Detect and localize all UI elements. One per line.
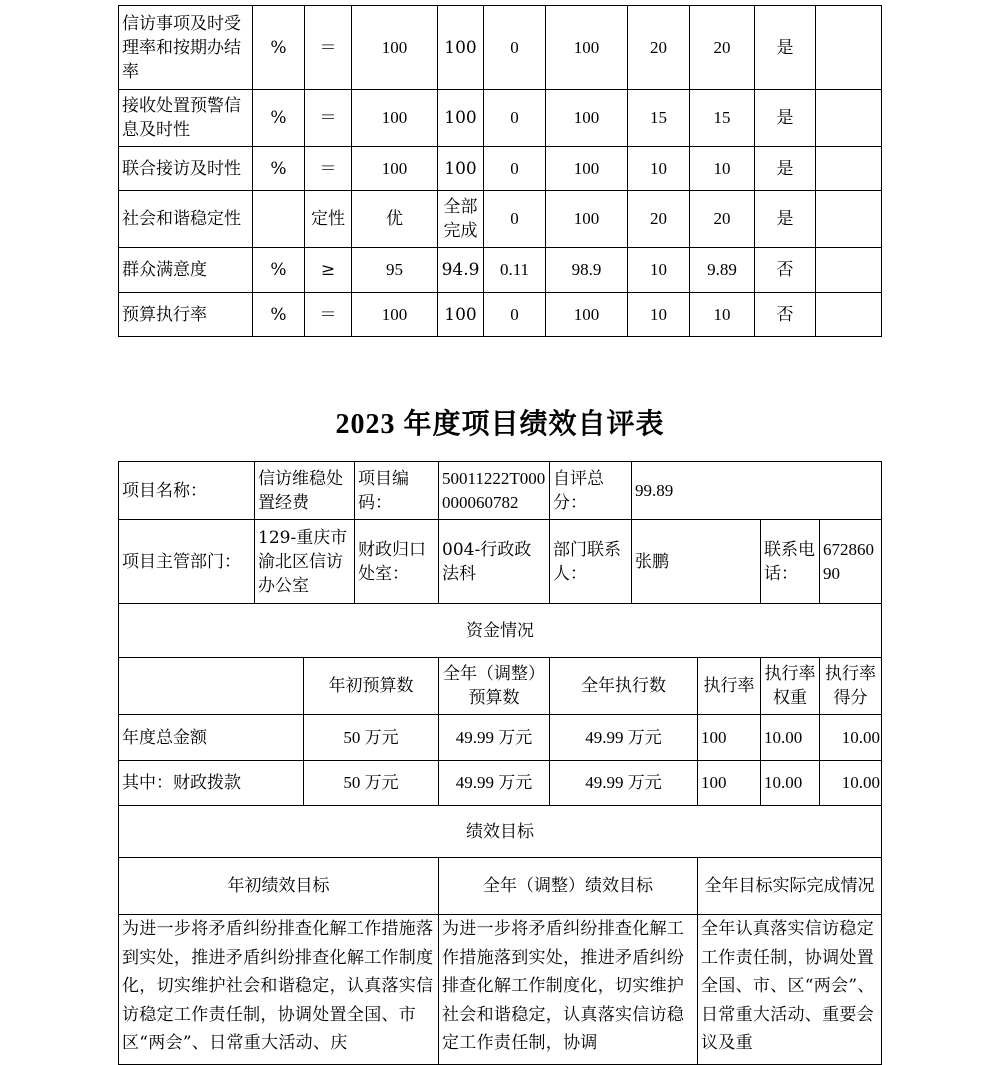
indicator-unit (253, 191, 305, 248)
indicator-weight: 10 (628, 293, 690, 337)
funds-row-weight: 10.00 (761, 761, 820, 806)
funds-section-row (119, 604, 882, 658)
funds-header-weight: 执行率权重 (761, 658, 820, 715)
indicator-target: 100 (352, 293, 438, 337)
indicator-operator: ＝ (305, 90, 352, 147)
indicator-unit: % (253, 248, 305, 293)
indicator-unit: % (253, 6, 305, 90)
funds-section-title: 资金情况 (119, 604, 882, 658)
indicator-actual: 100 (438, 90, 484, 147)
phone-value: 67286090 (820, 520, 882, 604)
indicator-name: 联合接访及时性 (119, 147, 253, 191)
self-score-label: 自评总分： (550, 462, 632, 520)
indicator-achieved: 是 (755, 6, 816, 90)
indicator-rate: 100 (546, 191, 628, 248)
funds-header-executed: 全年执行数 (550, 658, 698, 715)
funds-row-rate: 100 (698, 715, 761, 761)
project-info-row-2 (119, 520, 882, 604)
dept-label: 项目主管部门： (119, 520, 255, 604)
indicator-remark (816, 248, 882, 293)
indicator-rate: 98.9 (546, 248, 628, 293)
goals-adjusted-text: 为进一步将矛盾纠纷排查化解工作措施落到实处，推进矛盾纠纷排查化解工作制度化，切实维护社会和谐稳定，认真落实信访稳定工作责任制，协调 (439, 915, 698, 1065)
indicator-row (119, 90, 882, 147)
indicator-rate: 100 (546, 147, 628, 191)
indicator-weight: 20 (628, 191, 690, 248)
goals-initial-text: 为进一步将矛盾纠纷排查化解工作措施落到实处，推进矛盾纠纷排查化解工作制度化，切实维护社会和谐稳定，认真落实信访稳定工作责任制，协调处置全国、市区“两会”、日常重大活动、庆 (119, 915, 439, 1065)
indicator-deviation: 0 (484, 147, 546, 191)
funds-row-executed: 49.99 万元 (550, 715, 698, 761)
indicator-operator: ＝ (305, 293, 352, 337)
indicator-remark (816, 90, 882, 147)
funds-row-rate: 100 (698, 761, 761, 806)
funds-row (119, 715, 882, 761)
funds-row-weight: 10.00 (761, 715, 820, 761)
goals-text-row (119, 915, 882, 1065)
contact-label: 部门联系人： (550, 520, 632, 604)
funds-row-adjusted: 49.99 万元 (439, 715, 550, 761)
indicator-rate: 100 (546, 293, 628, 337)
indicator-weight: 20 (628, 6, 690, 90)
indicator-target: 优 (352, 191, 438, 248)
funds-row-label: 其中：财政拨款 (119, 761, 304, 806)
indicator-score: 20 (690, 6, 755, 90)
goals-header-row (119, 858, 882, 915)
indicator-score: 10 (690, 147, 755, 191)
dept-value: 129-重庆市渝北区信访办公室 (255, 520, 355, 604)
self-score-value: 99.89 (632, 462, 882, 520)
funds-row-initial: 50 万元 (304, 761, 439, 806)
project-name-label: 项目名称： (119, 462, 255, 520)
indicator-name: 信访事项及时受理率和按期办结率 (119, 6, 253, 90)
indicator-name: 群众满意度 (119, 248, 253, 293)
goals-section-row (119, 806, 882, 858)
indicator-remark (816, 191, 882, 248)
finance-label: 财政归口处室： (355, 520, 439, 604)
indicator-weight: 15 (628, 90, 690, 147)
indicator-unit: % (253, 293, 305, 337)
indicator-actual: 100 (438, 6, 484, 90)
self-evaluation-table (118, 461, 882, 1065)
funds-row-executed: 49.99 万元 (550, 761, 698, 806)
page-title: 2023 年度项目绩效自评表 (335, 409, 665, 440)
goals-header-actual: 全年目标实际完成情况 (698, 858, 882, 915)
indicator-operator: ≥ (305, 248, 352, 293)
indicator-achieved: 否 (755, 248, 816, 293)
funds-row-adjusted: 49.99 万元 (439, 761, 550, 806)
indicator-table (118, 5, 882, 337)
indicator-rate: 100 (546, 90, 628, 147)
funds-header-score: 执行率得分 (820, 658, 882, 715)
indicator-deviation: 0 (484, 191, 546, 248)
indicator-row (119, 147, 882, 191)
indicator-deviation: 0 (484, 6, 546, 90)
indicator-actual: 100 (438, 293, 484, 337)
indicator-deviation: 0 (484, 293, 546, 337)
finance-value: 004-行政政法科 (439, 520, 550, 604)
indicator-deviation: 0 (484, 90, 546, 147)
project-code-label: 项目编码： (355, 462, 439, 520)
goals-header-adjusted: 全年（调整）绩效目标 (439, 858, 698, 915)
indicator-name: 预算执行率 (119, 293, 253, 337)
indicator-deviation: 0.11 (484, 248, 546, 293)
indicator-achieved: 是 (755, 191, 816, 248)
indicator-operator: ＝ (305, 6, 352, 90)
indicator-target: 100 (352, 90, 438, 147)
indicator-actual: 全部完成 (438, 191, 484, 248)
funds-header-initial: 年初预算数 (304, 658, 439, 715)
indicator-achieved: 否 (755, 293, 816, 337)
funds-header-adjusted: 全年（调整）预算数 (439, 658, 550, 715)
indicator-score: 20 (690, 191, 755, 248)
indicator-target: 95 (352, 248, 438, 293)
phone-label: 联系电话： (761, 520, 820, 604)
indicator-actual: 100 (438, 147, 484, 191)
indicator-target: 100 (352, 147, 438, 191)
funds-row-label: 年度总金额 (119, 715, 304, 761)
indicator-weight: 10 (628, 147, 690, 191)
indicator-row (119, 191, 882, 248)
indicator-actual: 94.9 (438, 248, 484, 293)
indicator-operator: ＝ (305, 147, 352, 191)
indicator-score: 10 (690, 293, 755, 337)
indicator-score: 9.89 (690, 248, 755, 293)
project-name-value: 信访维稳处置经费 (255, 462, 355, 520)
funds-row-score: 10.00 (820, 715, 882, 761)
funds-row-score: 10.00 (820, 761, 882, 806)
indicator-name: 接收处置预警信息及时性 (119, 90, 253, 147)
indicator-unit: % (253, 90, 305, 147)
funds-header-rate: 执行率 (698, 658, 761, 715)
indicator-remark (816, 147, 882, 191)
indicator-row (119, 293, 882, 337)
indicator-rate: 100 (546, 6, 628, 90)
indicator-weight: 10 (628, 248, 690, 293)
indicator-remark (816, 6, 882, 90)
goals-section-title: 绩效目标 (119, 806, 882, 858)
indicator-name: 社会和谐稳定性 (119, 191, 253, 248)
indicator-row (119, 248, 882, 293)
funds-header-blank (119, 658, 304, 715)
goals-actual-text: 全年认真落实信访稳定工作责任制，协调处置全国、市、区“两会”、日常重大活动、重要会议及重 (698, 915, 882, 1065)
indicator-row (119, 6, 882, 90)
contact-value: 张鹏 (632, 520, 761, 604)
indicator-score: 15 (690, 90, 755, 147)
project-info-row-1 (119, 462, 882, 520)
indicator-target: 100 (352, 6, 438, 90)
indicator-unit: % (253, 147, 305, 191)
funds-row (119, 761, 882, 806)
indicator-operator: 定性 (305, 191, 352, 248)
project-code-value: 50011222T000000060782 (439, 462, 550, 520)
indicator-table-body (119, 6, 882, 337)
goals-header-initial: 年初绩效目标 (119, 858, 439, 915)
funds-header-row (119, 658, 882, 715)
indicator-achieved: 是 (755, 90, 816, 147)
funds-row-initial: 50 万元 (304, 715, 439, 761)
indicator-remark (816, 293, 882, 337)
indicator-achieved: 是 (755, 147, 816, 191)
